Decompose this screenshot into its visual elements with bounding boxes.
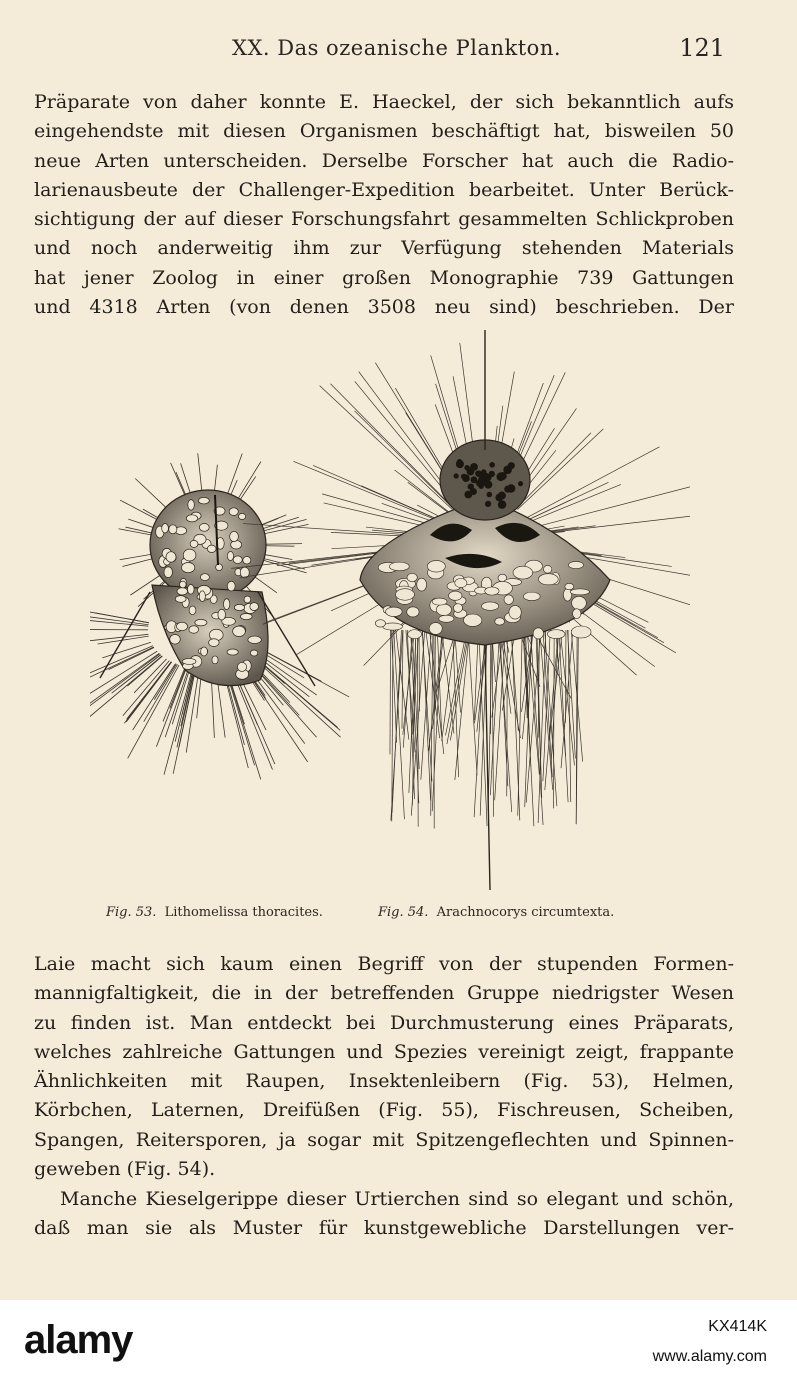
spine-line xyxy=(215,465,218,491)
spine-line xyxy=(361,486,441,521)
pore xyxy=(396,589,415,601)
spine-line xyxy=(198,453,202,490)
pore xyxy=(563,588,571,601)
pore xyxy=(498,500,506,508)
spine-line xyxy=(322,494,438,527)
pore xyxy=(499,472,507,480)
spine-line xyxy=(128,519,153,527)
pore xyxy=(227,649,238,655)
pore xyxy=(230,531,239,541)
pore xyxy=(407,607,419,617)
spine-line xyxy=(252,657,340,737)
pore xyxy=(543,565,551,573)
pore xyxy=(509,605,521,619)
pore xyxy=(455,578,467,587)
pore xyxy=(464,614,482,626)
pore xyxy=(475,470,482,477)
pore xyxy=(207,545,216,552)
fig53-lithomelissa xyxy=(90,453,349,779)
pore xyxy=(223,599,229,610)
pore xyxy=(187,585,194,595)
text-line: geweben (Fig. 54). xyxy=(34,1158,216,1181)
image-code: KX414K xyxy=(708,1318,767,1335)
spine-line xyxy=(517,429,603,510)
pore xyxy=(470,463,478,471)
text-line: sichtigung der auf dieser Forschungsfahrt gesammelten Schlickproben xyxy=(34,208,734,231)
pore xyxy=(569,561,584,568)
pore xyxy=(518,481,523,486)
spine-line xyxy=(171,463,185,495)
spine-line xyxy=(238,462,260,499)
pore xyxy=(504,595,513,605)
pore xyxy=(227,581,235,591)
text-line: Ähnlichkeiten mit Raupen, Insektenleibern (Fig. 53), Helmen, xyxy=(34,1070,734,1093)
pore xyxy=(189,626,199,634)
pore xyxy=(485,501,491,507)
pore xyxy=(504,486,511,493)
pore xyxy=(177,588,188,595)
pore xyxy=(454,473,459,478)
fringe-line xyxy=(550,630,563,737)
pore xyxy=(199,523,209,531)
fringe-line xyxy=(545,630,557,806)
pore xyxy=(570,589,589,595)
pore xyxy=(176,622,187,630)
pore xyxy=(212,656,218,664)
pore xyxy=(169,525,177,534)
caption-fig54-name: Arachnocorys circumtexta. xyxy=(436,905,615,920)
fringe-line xyxy=(511,630,518,731)
text-line: Präparate von daher konnte E. Haeckel, der sich bekanntlich aufs xyxy=(34,91,734,113)
text-line: neue Arten unterscheiden. Derselbe Forscher hat auch die Radio- xyxy=(34,149,734,172)
spine-line xyxy=(120,554,151,559)
pore xyxy=(170,635,181,645)
pore xyxy=(489,471,495,477)
text-line: mannigfaltigkeit, die in der betreffenden Gruppe niedrigster Wesen xyxy=(34,982,734,1005)
spine-line xyxy=(135,478,166,507)
pore xyxy=(233,626,246,636)
fringe-line xyxy=(468,630,477,775)
spine-line xyxy=(355,411,454,509)
text-line: und 4318 Arten (von denen 3508 neu sind) beschrieben. Der xyxy=(34,296,734,319)
pore xyxy=(464,491,472,499)
pore xyxy=(571,626,591,638)
pore xyxy=(565,583,574,589)
pore xyxy=(162,523,169,533)
text-line: Manche Kieselgerippe dieser Urtierchen sind so elegant und schön, xyxy=(60,1188,734,1210)
pore xyxy=(538,574,558,585)
spine-line xyxy=(144,664,178,721)
pore xyxy=(389,562,409,571)
pore xyxy=(386,607,403,616)
fringe-line xyxy=(422,630,432,781)
pore xyxy=(216,564,223,571)
pore xyxy=(429,623,442,635)
spine-line xyxy=(262,519,278,525)
text-line: hat jener Zoolog in einer großen Monographie 739 Gattungen xyxy=(34,266,734,289)
pore xyxy=(408,630,422,639)
pore xyxy=(489,462,495,468)
pore xyxy=(186,515,197,522)
pore xyxy=(164,567,172,578)
caption-fig53-label: Fig. 53. xyxy=(106,905,157,920)
pore xyxy=(483,473,489,479)
pore xyxy=(478,478,486,486)
fringe-line xyxy=(576,630,577,824)
spine-line xyxy=(530,484,621,521)
fringe-line xyxy=(559,630,568,802)
pore xyxy=(573,609,581,619)
pore xyxy=(243,557,251,564)
pore xyxy=(199,591,205,602)
fringe-line xyxy=(442,630,454,734)
page-header xyxy=(0,36,797,66)
pore xyxy=(439,615,454,622)
spine-line xyxy=(254,656,341,730)
pore xyxy=(508,462,515,469)
spine-line xyxy=(125,527,151,533)
caption-fig54-label: Fig. 54. xyxy=(378,905,429,920)
pore xyxy=(250,603,259,611)
pore xyxy=(239,513,246,519)
pore xyxy=(498,492,506,500)
pore xyxy=(244,596,251,603)
spine-line xyxy=(330,384,454,509)
pore xyxy=(250,650,257,656)
text-line: larienausbeute der Challenger-Expedition bearbeitet. Unter Berück- xyxy=(34,178,734,201)
fringe-line xyxy=(453,630,459,777)
pore xyxy=(432,598,447,605)
paragraph-2 xyxy=(34,950,734,1184)
paragraph-1 xyxy=(34,88,734,322)
spine-line xyxy=(266,544,302,545)
text-line: welches zahlreiche Gattungen und Spezies vereinigt zeigt, frappante xyxy=(34,1040,734,1063)
pore xyxy=(427,561,445,572)
pore xyxy=(182,658,196,664)
pore xyxy=(189,606,196,615)
pore xyxy=(456,460,464,468)
pore xyxy=(485,587,499,595)
text-line: und noch anderweitig ihm zur Verfügung stehenden Materials xyxy=(34,237,734,260)
spine-line xyxy=(320,386,453,510)
pore xyxy=(190,540,198,547)
paragraph-3 xyxy=(34,1185,734,1244)
pore xyxy=(198,497,209,504)
pore xyxy=(513,566,533,579)
pore xyxy=(234,604,244,610)
pore xyxy=(201,647,208,656)
pore xyxy=(471,476,478,483)
pore xyxy=(231,540,242,549)
text-line: eingehendste mit diesen Organismen beschäftigt hat, bisweilen 50 xyxy=(34,120,734,143)
pore xyxy=(166,552,176,563)
pore xyxy=(248,636,261,643)
pore xyxy=(484,481,492,489)
pore xyxy=(436,604,451,615)
text-line: daß man sie als Muster für kunstgewebliche Darstellungen ver- xyxy=(34,1217,734,1240)
site-url[interactable]: www.alamy.com xyxy=(652,1348,767,1365)
spine-line xyxy=(122,559,151,567)
radiolarian-illustration xyxy=(90,330,690,900)
radiolarian-drawing xyxy=(90,330,690,900)
pore xyxy=(572,596,587,609)
pore xyxy=(523,592,540,600)
fringe-line xyxy=(392,630,401,813)
pore xyxy=(462,474,470,482)
pore xyxy=(182,563,195,573)
pore xyxy=(547,630,565,639)
caption-fig54 xyxy=(378,905,614,920)
spine-line xyxy=(255,577,277,593)
pore xyxy=(495,618,505,625)
spine-line xyxy=(265,555,292,560)
pore xyxy=(175,596,186,603)
pore xyxy=(237,662,246,671)
caption-fig53-name: Lithomelissa thoracites. xyxy=(164,905,323,920)
page-number: 121 xyxy=(679,34,725,62)
fringe-line xyxy=(492,630,493,817)
pore xyxy=(240,613,252,619)
pore xyxy=(195,619,207,626)
spine-line xyxy=(90,646,153,682)
running-title: XX. Das ozeanische Plankton. xyxy=(232,36,562,60)
alamy-logo[interactable]: alamy xyxy=(24,1318,133,1362)
pore xyxy=(218,609,226,620)
pore xyxy=(407,573,417,581)
pore xyxy=(533,628,543,639)
pore xyxy=(487,492,493,498)
fringe-line xyxy=(421,630,432,780)
spine-line xyxy=(533,487,690,528)
pore xyxy=(453,604,462,613)
text-line: zu finden ist. Man entdeckt bei Durchmusterung eines Präparats, xyxy=(34,1011,734,1034)
pore xyxy=(209,639,219,647)
pore xyxy=(229,508,238,516)
spine-line xyxy=(240,477,255,500)
pore xyxy=(233,556,242,563)
pore xyxy=(183,549,196,561)
spine-line xyxy=(120,500,157,519)
pore xyxy=(375,620,385,627)
text-line: Laie macht sich kaum einen Begriff von der stupenden Formen- xyxy=(34,953,734,975)
text-line: Körbchen, Laternen, Dreifüßen (Fig. 55), Fischreusen, Scheiben, xyxy=(34,1099,734,1122)
fringe-line xyxy=(390,630,391,754)
pore xyxy=(481,602,498,610)
pore xyxy=(188,500,194,510)
fig54-arachnocorys xyxy=(231,330,690,890)
spine-line xyxy=(176,472,185,494)
fringe-line xyxy=(499,630,512,812)
stock-footer xyxy=(0,1300,797,1390)
fringe-line xyxy=(429,630,443,751)
pore xyxy=(180,581,187,588)
fringe-line xyxy=(551,630,559,765)
spine-line xyxy=(228,454,242,494)
pore xyxy=(227,551,233,560)
pore xyxy=(449,591,462,600)
pore xyxy=(383,623,403,630)
text-line: Spangen, Reitersporen, ja sogar mit Spitzengeflechten und Spinnen- xyxy=(34,1128,734,1151)
pore xyxy=(200,574,209,581)
caption-fig53 xyxy=(106,905,323,920)
pore xyxy=(417,578,427,591)
